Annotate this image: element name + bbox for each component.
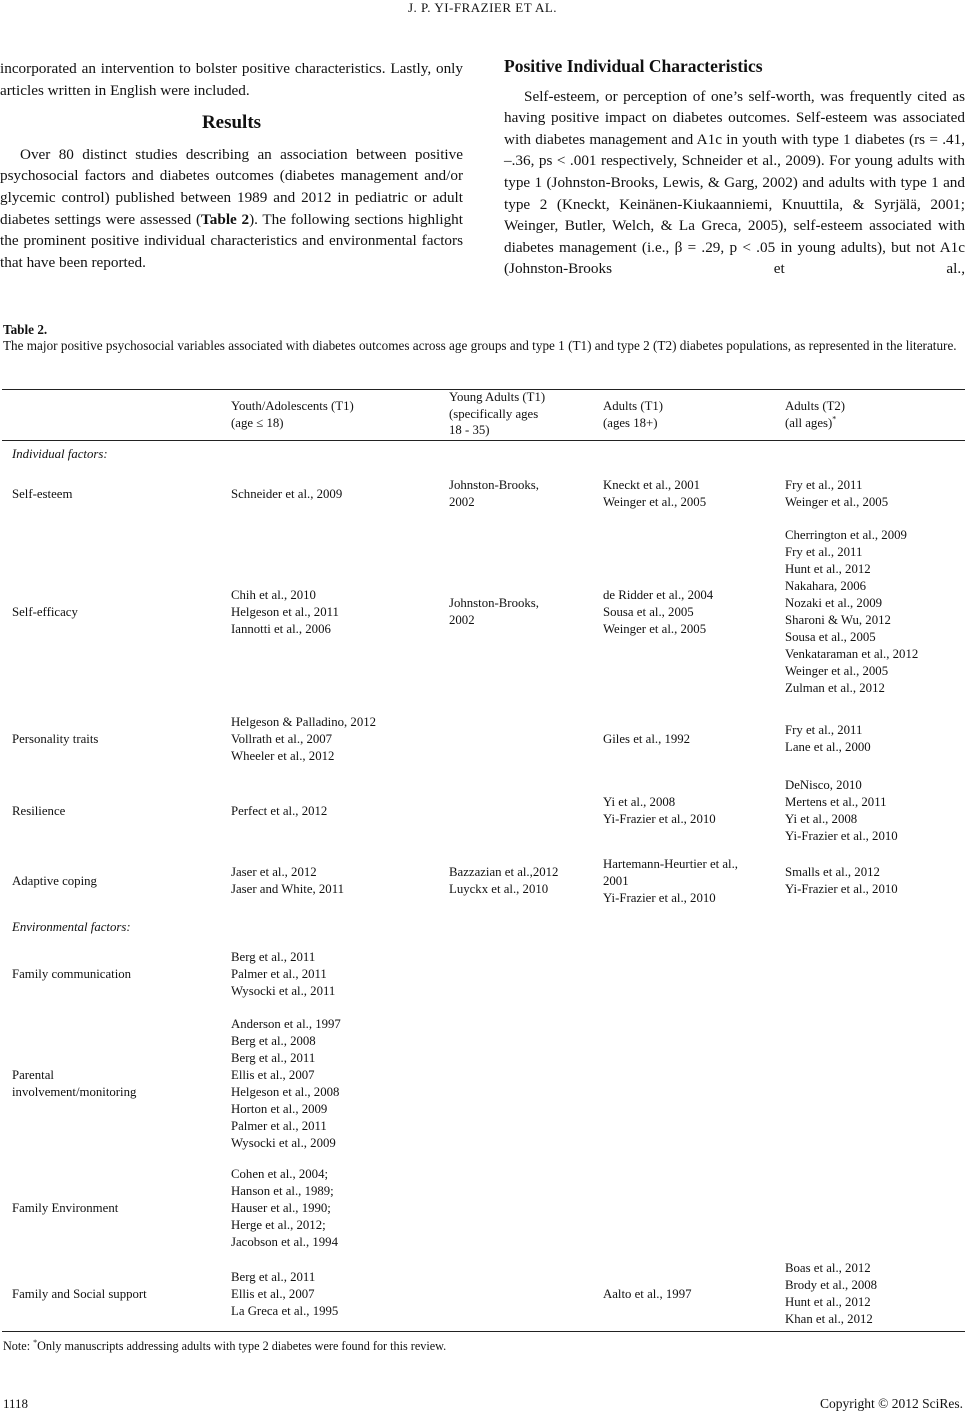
page-number: 1118 bbox=[3, 1396, 29, 1411]
table-cell-youth: Berg et al., 2011 Ellis et al., 2007 La Greca et al., 1995 bbox=[231, 1270, 339, 1318]
page-header: J. P. YI-FRAZIER ET AL. bbox=[407, 0, 558, 15]
table-cell-adults-t1: Aalto et al., 1997 bbox=[603, 1287, 692, 1301]
table-note: Note: *Only manuscripts addressing adults with type 2 diabetes were found for this review. bbox=[3, 1337, 447, 1353]
self-esteem-paragraph: Self-esteem, or perception of one’s self-worth, was frequently cited as having positive impact on diabetes outcomes. Self-esteem was associated with diabetes management and A1c in youth with type 1 diabetes (rs = .41, –.36, ps < .001 respectively, Schneider et al., 2009). For young adults with type 1 (Johnston-Brooks, Lewis, & Garg, 2002) and adults with type 1 and type 2 (Kneckt, Keinänen-Kiukaanniemi, Knuuttila, & Syrjälä, 2001; Weinger, Butler, Welch, & La Greca, 2005), self-esteem associated with diabetes management (i.e., β = .29, p < .05 in young adults), but not A1c (Johnston-Brooks et al., bbox=[504, 87, 965, 278]
table-cell-adults-t2: Boas et al., 2012 Brody et al., 2008 Hunt et al., 2012 Khan et al., 2012 bbox=[785, 1261, 878, 1326]
table-cell-youth: Perfect et al., 2012 bbox=[231, 804, 328, 818]
left-column bbox=[0, 58, 463, 273]
table-cell-label: Self-esteem bbox=[12, 487, 73, 501]
table-cell-label: Resilience bbox=[12, 804, 66, 818]
table-cell-young-adults: Johnston-Brooks, 2002 bbox=[449, 478, 539, 509]
results-heading: Results bbox=[201, 112, 262, 134]
table-cell-youth: Helgeson & Palladino, 2012 Vollrath et al., 2007 Wheeler et al., 2012 bbox=[231, 715, 377, 763]
table-cell-youth: Schneider et al., 2009 bbox=[231, 487, 343, 501]
section-heading: Positive Individual Characteristics bbox=[504, 56, 763, 76]
table-cell-adults-t2: DeNisco, 2010 Mertens et al., 2011 Yi et al., 2008 Yi-Frazier et al., 2010 bbox=[785, 778, 898, 843]
results-paragraph: Over 80 distinct studies describing an association between positive psychosocial factors and diabetes outcomes (diabetes management and/or glycemic control) published between 1989 and 2012 in pediatric or adult diabetes settings were assessed (Table 2). The following sections highlight the prominent positive individual characteristics and environmental factors that have been reported. bbox=[0, 145, 463, 271]
table-cell-adults-t1: Kneckt et al., 2001 Weinger et al., 2005 bbox=[603, 478, 707, 509]
header-adults-t2: Adults (T2) (all ages)* bbox=[785, 399, 846, 430]
table-cell-youth: Jaser et al., 2012 Jaser and White, 2011 bbox=[231, 865, 345, 896]
table-reference[interactable]: Table 2 bbox=[201, 210, 250, 228]
table-cell-label: Adaptive coping bbox=[12, 874, 97, 888]
table-cell-adults-t1: Giles et al., 1992 bbox=[603, 732, 691, 746]
table-bottom-rule bbox=[2, 1331, 965, 1332]
table-cell-youth: Anderson et al., 1997 Berg et al., 2008 Berg et al., 2011 Ellis et al., 2007 Helgeson et al., 2008 Horton et al., 2009 Palmer et al., 2011 Wysocki et al., 2009 bbox=[231, 1017, 341, 1150]
table-cell-young-adults: Bazzazian et al.,2012 Luyckx et al., 2010 bbox=[449, 865, 559, 896]
section-individual-factors: Individual factors: bbox=[12, 447, 108, 461]
table-cell-adults-t1: Yi et al., 2008 Yi-Frazier et al., 2010 bbox=[603, 795, 716, 826]
table-cell-youth: Chih et al., 2010 Helgeson et al., 2011 Iannotti et al., 2006 bbox=[231, 588, 339, 636]
section-environmental-factors: Environmental factors: bbox=[12, 920, 131, 934]
right-column bbox=[504, 56, 965, 280]
table-cell-adults-t1: de Ridder et al., 2004 Sousa et al., 2005 Weinger et al., 2005 bbox=[603, 588, 714, 636]
header-youth: Youth/Adolescents (T1) (age ≤ 18) bbox=[231, 399, 354, 430]
table-cell-label: Parental involvement/monitoring bbox=[12, 1068, 137, 1099]
table-label: Table 2. bbox=[3, 322, 48, 337]
intro-paragraph: incorporated an intervention to bolster positive characteristics. Lastly, only articles written in English were included. bbox=[0, 60, 463, 99]
table-cell-adults-t2: Fry et al., 2011 Lane et al., 2000 bbox=[785, 723, 871, 754]
table-cell-label: Family communication bbox=[12, 967, 132, 981]
table-header-rule bbox=[2, 440, 965, 441]
header-footnote-mark: * bbox=[832, 414, 837, 424]
table-cell-label: Family Environment bbox=[12, 1201, 119, 1215]
table-caption bbox=[3, 322, 965, 354]
table-cell-young-adults: Johnston-Brooks, 2002 bbox=[449, 596, 539, 627]
table-cell-adults-t2: Fry et al., 2011 Weinger et al., 2005 bbox=[785, 478, 889, 509]
table-cell-youth: Berg et al., 2011 Palmer et al., 2011 Wysocki et al., 2011 bbox=[231, 950, 336, 998]
table-caption-text: The major positive psychosocial variables associated with diabetes outcomes across age groups and type 1 (T1) and type 2 (T2) diabetes populations, as represented in the literature. bbox=[3, 338, 957, 353]
table-cell-youth: Cohen et al., 2004; Hanson et al., 1989; Hauser et al., 1990; Herge et al., 2012; Jacobson et al., 1994 bbox=[231, 1167, 338, 1249]
table-cell-adults-t1: Hartemann-Heurtier et al., 2001 Yi-Frazier et al., 2010 bbox=[603, 857, 739, 905]
table-cell-label: Family and Social support bbox=[12, 1287, 147, 1301]
table-cell-label: Personality traits bbox=[12, 732, 99, 746]
copyright-notice: Copyright © 2012 SciRes. bbox=[819, 1396, 963, 1411]
table-cell-label: Self-efficacy bbox=[12, 605, 78, 619]
header-young-adults: Young Adults (T1) (specifically ages 18 - 35) bbox=[449, 390, 546, 437]
header-adults-t1: Adults (T1) (ages 18+) bbox=[603, 399, 664, 430]
table-cell-adults-t2: Cherrington et al., 2009 Fry et al., 2011 Hunt et al., 2012 Nakahara, 2006 Nozaki et al., 2009 Sharoni & Wu, 2012 Sousa et al., 2005 Venkataraman et al., 2012 Weinger et al., 2005 Zulman et al., 2012 bbox=[785, 528, 919, 695]
table-cell-adults-t2: Smalls et al., 2012 Yi-Frazier et al., 2010 bbox=[785, 865, 898, 896]
